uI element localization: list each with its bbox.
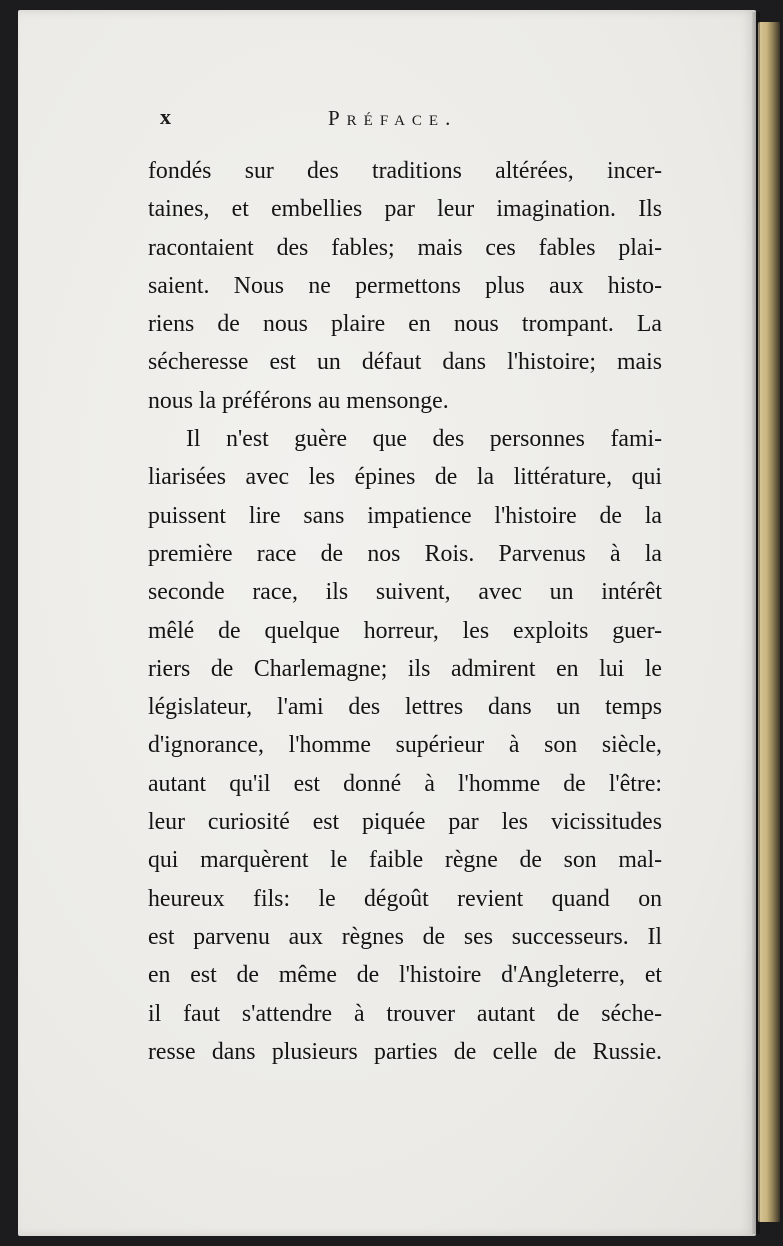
text-line: racontaient des fables; mais ces fables plai- [148,234,662,261]
page-edge [758,22,780,1222]
text-line: riers de Charlemagne; ils admirent en lui le [148,655,662,682]
text-line: qui marquèrent le faible règne de son mal- [148,847,662,874]
text-line: première race de nos Rois. Parvenus à la [148,540,662,567]
text-line: puissent lire sans impatience l'histoire de la [148,502,662,529]
page-header [160,104,660,134]
text-line: sécheresse est un défaut dans l'histoire; mais [148,349,662,376]
text-line: nous la préférons au mensonge. [148,387,449,414]
running-head: Préface. [328,106,458,130]
text-line: leur curiosité est piquée par les vicissitudes [148,809,662,836]
text-line: il faut s'attendre à trouver autant de séche- [148,1000,662,1027]
text-line: en est de même de l'histoire d'Angleterre, et [148,962,662,989]
text-line: riens de nous plaire en nous trompant. La [148,311,662,338]
text-line: liarisées avec les épines de la littérature, qui [148,464,662,491]
text-line: resse dans plusieurs parties de celle de Russie. [148,1038,662,1065]
text-line: seconde race, ils suivent, avec un intérêt [148,579,662,606]
text-line: autant qu'il est donné à l'homme de l'être: [148,770,662,797]
text-line: d'ignorance, l'homme supérieur à son siècle, [148,732,662,759]
text-line: fondés sur des traditions altérées, incer- [148,158,662,184]
gutter-shadow [752,12,760,1234]
text-line: législateur, l'ami des lettres dans un temps [148,694,662,721]
text-line: taines, et embellies par leur imagination. Ils [148,196,662,223]
body-text [148,152,662,1071]
text-line: est parvenu aux règnes de ses successeurs. Il [148,923,662,950]
text-line: mêlé de quelque horreur, les exploits guer- [148,617,662,644]
page-number: x [160,104,171,129]
paragraph-start-line: Il n'est guère que des personnes fami- [186,426,662,453]
text-line: saient. Nous ne permettons plus aux histo- [148,272,662,299]
text-line: heureux fils: le dégoût revient quand on [148,885,662,912]
